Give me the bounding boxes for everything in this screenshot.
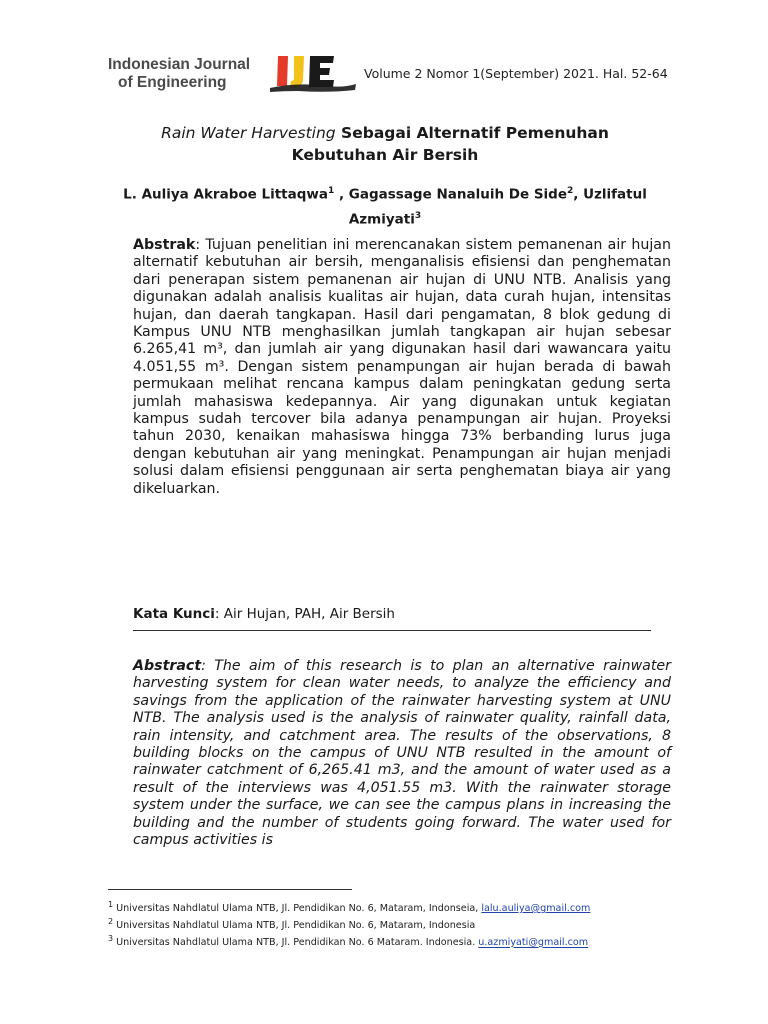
volume-info: Volume 2 Nomor 1(September) 2021. Hal. 52-64 (364, 66, 668, 81)
footnote-1 (108, 898, 673, 915)
abstrak-label: Abstrak (133, 237, 196, 253)
author-3-affil: 3 (414, 210, 422, 221)
footnote-3 (108, 932, 673, 949)
journal-name-line2: of Engineering (118, 74, 227, 91)
keywords-text: : Air Hujan, PAH, Air Bersih (214, 606, 395, 622)
author-1-affil: 1 (327, 186, 335, 196)
footnote-2 (108, 915, 673, 932)
journal-name (108, 56, 250, 92)
footnote-1-email-link[interactable]: lalu.auliya@gmail.com (481, 903, 591, 915)
footnote-2-number: 2 (108, 917, 114, 927)
footnote-1-text: Universitas Nahdlatul Ulama NTB, Jl. Pendidikan No. 6, Mataram, Indonseia, (113, 903, 482, 915)
abstract-text: : The aim of this research is to plan an alternative rainwater harvesting system for clean water needs, to analyze the efficiency and savings from the application of the rainwater harvesting system at UNU NTB. The analysis used is the analysis of rainwater quality, rainfall data, rain intensity, and catchment area. The results of the observations, 8 building blocks on the campus of UNU NTB resulted in the amount of rainwater catchment of 6,265.41 m3, and the amount of water used as a result of the interviews was 4,051.55 m3. With the rainwater storage system under the surface, we can see the campus plans in increasing the building and the number of students going forward. The water used for campus activities is (133, 658, 671, 849)
author-sep-2: , (573, 186, 584, 203)
abstrak-text: : Tujuan penelitian ini merencanakan sistem pemanenan air hujan alternatif kebutuhan air bersih, menganalisis efisiensi dan penghematan dari penerapan sistem pemanenan air hujan di UNU NTB. Analisis yang digunakan adalah analisis kualitas air hujan, data curah hujan, intensitas hujan, dan daerah tangkapan. Hasil dari pengamatan, 8 blok gedung di Kampus UNU NTB menghasilkan jumlah tangkapan air hujan sebesar 6.265,41 m³, dan jumlah air yang digunakan hasil dari wawancara yaitu 4.051,55 m³. Dengan sistem penampungan air hujan berada di bawah permukaan melihat rencana kampus dalam peningkatan gedung serta jumlah mahasiswa kedepannya. Air yang digunakan untuk kegiatan kampus sudah tercover bila adanya penampungan air hujan. Proyeksi tahun 2030, kenaikan mahasiswa hingga 73% berbanding lurus juga dengan kebutuhan air yang meningkat. Penampungan air hujan menjadi solusi dalam efisiensi penggunaan air serta penghematan biaya air yang dikeluarkan. (133, 237, 671, 497)
title-line2: Kebutuhan Air Bersih (291, 146, 479, 164)
abstract-paragraph (133, 658, 671, 849)
author-1: L. Auliya Akraboe Littaqwa (123, 186, 328, 203)
keywords-label: Kata Kunci (133, 606, 215, 622)
author-3: Uzlifatul Azmiyati (348, 186, 647, 227)
journal-name-line1: Indonesian Journal (108, 56, 251, 73)
keywords-divider (133, 630, 651, 631)
footnote-divider (108, 889, 352, 890)
author-sep-1: , (334, 186, 349, 203)
paper-title (110, 122, 660, 166)
footnote-3-number: 3 (108, 934, 114, 944)
journal-logo (108, 56, 348, 100)
footnote-3-email-link[interactable]: u.azmiyati@gmail.com (478, 937, 589, 949)
keywords (133, 606, 395, 622)
abstract-label: Abstract (133, 658, 202, 674)
abstrak-paragraph (133, 237, 671, 498)
title-italic-part: Rain Water Harvesting (161, 124, 336, 142)
footnote-3-text: Universitas Nahdlatul Ulama NTB, Jl. Pendidikan No. 6 Mataram. Indonesia. (113, 937, 479, 949)
title-line1-rest: Sebagai Alternatif Pemenuhan (335, 124, 609, 142)
author-2-affil: 2 (566, 186, 574, 196)
footnotes (108, 898, 673, 950)
author-2: Gagassage Nanaluih De Side (348, 186, 567, 203)
ije-logo-mark (268, 50, 358, 94)
footnote-1-number: 1 (108, 900, 114, 909)
author-list (100, 181, 670, 230)
footnote-2-text: Universitas Nahdlatul Ulama NTB, Jl. Pendidikan No. 6, Mataram, Indonesia (113, 920, 476, 932)
